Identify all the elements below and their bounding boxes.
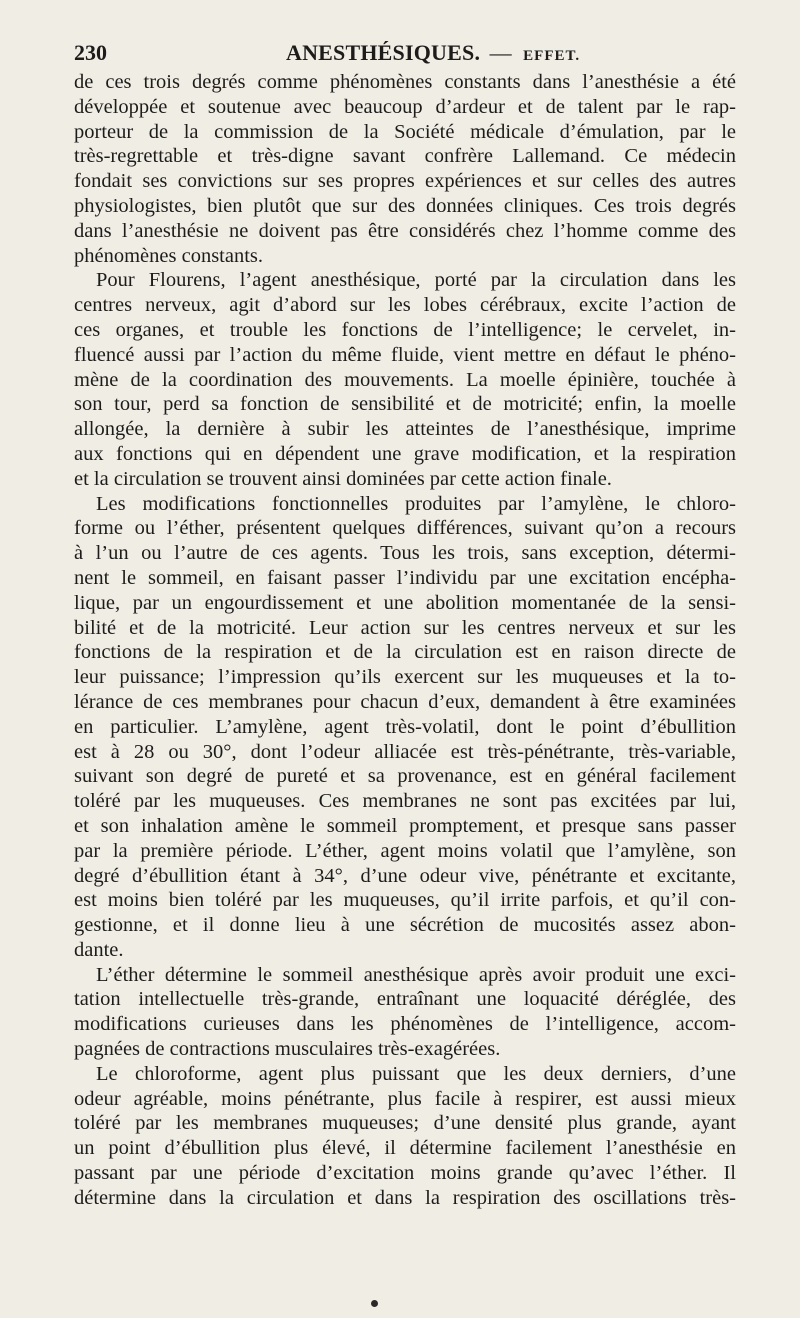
text-line: bilité et de la motricité. Leur action sur les centres nerveux et sur les: [74, 616, 736, 639]
text-line: degré d’ébullition étant à 34°, d’une odeur vive, pénétrante et excitante,: [74, 864, 736, 887]
text-line: passant par une période d’excitation moins grande qu’avec l’éther. Il: [74, 1162, 736, 1185]
text-line: gestionne, et il donne lieu à une sécrétion de mucosités assez abon-: [74, 914, 736, 937]
text-line: toléré par les muqueuses. Ces membranes ne sont pas excitées par lui,: [74, 790, 736, 813]
ink-dot: [371, 1300, 378, 1307]
text-line: est à 28 ou 30°, dont l’odeur alliacée est très-pénétrante, très-variable,: [74, 740, 736, 763]
text-line: lique, par un engourdissement et une abolition momentanée de la sensi-: [74, 591, 736, 614]
text-line: aux fonctions qui en dépendent une grave modification, et la respiration: [74, 442, 736, 465]
text-line: suivant son degré de pureté et sa provenance, est en général facilement: [74, 765, 736, 788]
text-line: mène de la coordination des mouvements. La moelle épinière, touchée à: [74, 368, 736, 391]
running-title: ANESTHÉSIQUES.: [286, 40, 481, 65]
text-line: modifications curieuses dans les phénomènes de l’intelligence, accom-: [74, 1013, 736, 1036]
text-line: dante.: [74, 938, 124, 961]
text-line: et la circulation se trouvent ainsi dominées par cette action finale.: [74, 467, 612, 490]
running-header: [74, 36, 734, 70]
text-line: fluencé aussi par l’action du même fluide, vient mettre en défaut le phéno-: [74, 343, 736, 366]
text-line: physiologistes, bien plutôt que sur des données cliniques. Ces trois degrés: [74, 194, 736, 217]
text-line: pagnées de contractions musculaires très-exagérées.: [74, 1038, 501, 1061]
text-line: ces organes, et trouble les fonctions de l’intelligence; le cervelet, in-: [74, 318, 736, 341]
text-line: fondait ses convictions sur ses propres expériences et sur celles des autres: [74, 170, 736, 193]
text-line: centres nerveux, agit d’abord sur les lobes cérébraux, excite l’action de: [74, 294, 736, 317]
text-line: son tour, perd sa fonction de sensibilité et de motricité; enfin, la moelle: [74, 393, 736, 416]
text-line: à l’un ou l’autre de ces agents. Tous les trois, sans exception, détermi-: [74, 542, 736, 565]
text-line: leur puissance; l’impression qu’ils exercent sur les muqueuses et la to-: [74, 666, 736, 689]
running-head: [286, 36, 580, 73]
text-line: toléré par les membranes muqueuses; d’une densité plus grande, ayant: [74, 1112, 736, 1135]
body-text: [74, 70, 736, 1220]
text-line: allongée, la dernière à subir les atteintes de l’anesthésique, imprime: [74, 418, 736, 441]
text-line: fonctions de la respiration et de la circulation est en raison directe de: [74, 641, 736, 664]
text-line: lérance de ces membranes pour chacun d’eux, demandent à être examinées: [74, 690, 736, 713]
text-line: dans l’anesthésie ne doivent pas être considérés chez l’homme comme des: [74, 219, 736, 242]
text-line: de ces trois degrés comme phénomènes constants dans l’anesthésie a été: [74, 71, 736, 93]
text-line: très-regrettable et très-digne savant confrère Lallemand. Ce médecin: [74, 145, 736, 168]
running-subtitle: EFFET.: [523, 48, 581, 64]
text-line: phénomènes constants.: [74, 244, 264, 267]
text-line: détermine dans la circulation et dans la respiration des oscillations très-: [74, 1186, 736, 1209]
text-line: par la première période. L’éther, agent moins volatil que l’amylène, son: [74, 839, 736, 862]
text-line: odeur agréable, moins pénétrante, plus facile à respirer, est aussi mieux: [74, 1087, 736, 1110]
text-line: et son inhalation amène le sommeil promptement, et presque sans passer: [74, 814, 736, 837]
paragraph-start-line: Les modifications fonctionnelles produites par l’amylène, le chloro-: [96, 492, 736, 515]
text-line: développée et soutenue avec beaucoup d’ardeur et de talent par le rap-: [74, 95, 736, 118]
page-number: 230: [74, 40, 107, 65]
text-line: tation intellectuelle très-grande, entraînant une loquacité déréglée, des: [74, 988, 736, 1011]
text-line: un point d’ébullition plus élevé, il détermine facilement l’anesthésie en: [74, 1137, 736, 1160]
text-line: porteur de la commission de la Société médicale d’émulation, par le: [74, 120, 736, 143]
text-line: en particulier. L’amylène, agent très-volatil, dont le point d’ébullition: [74, 715, 736, 738]
paragraph-start-line: L’éther détermine le sommeil anesthésique après avoir produit une exci-: [96, 963, 736, 986]
text-line: nent le sommeil, en faisant passer l’individu par une excitation encépha-: [74, 566, 736, 589]
text-line: est moins bien toléré par les muqueuses, qu’il irrite parfois, et qu’il con-: [74, 889, 736, 912]
paragraph-start-line: Pour Flourens, l’agent anesthésique, porté par la circulation dans les: [96, 269, 736, 292]
text-line: forme ou l’éther, présentent quelques différences, suivant qu’on a recours: [74, 517, 736, 540]
running-dash: —: [489, 40, 512, 65]
paragraph-start-line: Le chloroforme, agent plus puissant que les deux derniers, d’une: [96, 1062, 736, 1085]
